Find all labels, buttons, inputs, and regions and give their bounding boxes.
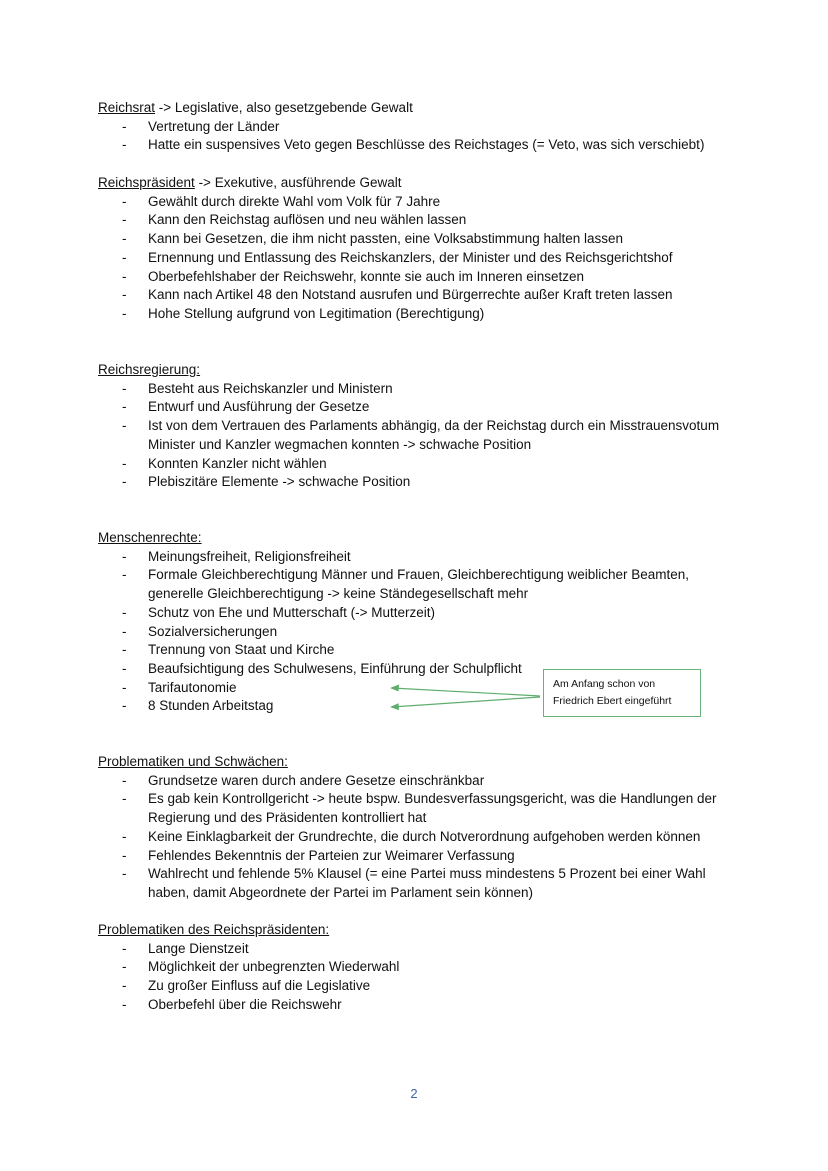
list-item-text: 8 Stunden Arbeitstag bbox=[148, 698, 274, 714]
bullet-dash: - bbox=[122, 828, 127, 844]
heading-title: Reichsregierung: bbox=[98, 362, 201, 377]
bullet-dash: - bbox=[122, 380, 127, 396]
heading-suffix: -> Legislative, also gesetzgebende Gewalt bbox=[155, 100, 413, 115]
bullet-dash: - bbox=[122, 679, 127, 695]
list-item-text: Kann nach Artikel 48 den Notstand ausrufen und Bürgerrechte außer Kraft treten lassen bbox=[148, 287, 673, 303]
list-item-text: Lange Dienstzeit bbox=[148, 940, 249, 956]
bullet-dash: - bbox=[122, 772, 127, 788]
list-item-text: Entwurf und Ausführung der Gesetze bbox=[148, 399, 370, 415]
list-item-text: Grundsetze waren durch andere Gesetze einschränkbar bbox=[148, 772, 485, 788]
list-item-text: Ist von dem Vertrauen des Parlaments abhängig, da der Reichstag durch ein Misstrauensvotum Minister und Kanzler wegmachen konnten -> schwache Position bbox=[148, 418, 720, 452]
list-item-text: Gewählt durch direkte Wahl vom Volk für 7 Jahre bbox=[148, 193, 441, 209]
bullet-dash: - bbox=[122, 287, 127, 303]
list-item-text: Keine Einklagbarkeit der Grundrechte, die durch Notverordnung aufgehoben werden können bbox=[148, 828, 701, 844]
heading-title: Reichsrat bbox=[98, 100, 156, 115]
list-item-text: Beaufsichtigung des Schulwesens, Einführung der Schulpflicht bbox=[148, 660, 522, 676]
list-item-text: Kann bei Gesetzen, die ihm nicht passten, eine Volksabstimmung halten lassen bbox=[148, 231, 624, 247]
list-item-text: Sozialversicherungen bbox=[148, 623, 278, 639]
arrowhead-arbeitstag bbox=[390, 703, 399, 710]
bullet-dash: - bbox=[122, 249, 127, 265]
list-item-text: Zu großer Einfluss auf die Legislative bbox=[148, 978, 371, 994]
bullet-dash: - bbox=[122, 996, 127, 1012]
bullet-dash: - bbox=[122, 698, 127, 714]
heading-title: Reichspräsident bbox=[98, 175, 195, 190]
bullet-dash: - bbox=[122, 474, 127, 490]
bullet-dash: - bbox=[122, 660, 127, 676]
list-item-text: Vertretung der Länder bbox=[148, 118, 280, 134]
callout-line: Friedrich Ebert eingeführt bbox=[553, 695, 672, 707]
bullet-dash: - bbox=[122, 604, 127, 620]
annotation-callout bbox=[543, 669, 701, 717]
list-item-text: Plebiszitäre Elemente -> schwache Position bbox=[148, 474, 411, 490]
list-item-text: Fehlendes Bekenntnis der Parteien zur Weimarer Verfassung bbox=[148, 847, 515, 863]
list-item-text: Möglichkeit der unbegrenzten Wiederwahl bbox=[148, 959, 400, 975]
page-number: 2 bbox=[410, 1086, 418, 1101]
list-item-text: Es gab kein Kontrollgericht -> heute bspw. Bundesverfassungsgericht, was die Handlungen der Regierung und des Präsidenten kontrolliert hat bbox=[148, 791, 717, 826]
bullet-dash: - bbox=[122, 847, 127, 863]
arrow-to-arbeitstag bbox=[392, 697, 540, 707]
arrowhead-tarifautonomie bbox=[390, 685, 399, 692]
bullet-dash: - bbox=[122, 548, 127, 564]
heading-title: Menschenrechte: bbox=[98, 530, 202, 545]
bullet-dash: - bbox=[122, 791, 127, 807]
bullet-dash: - bbox=[122, 268, 127, 284]
bullet-dash: - bbox=[122, 940, 127, 956]
bullet-dash: - bbox=[122, 305, 127, 321]
bullet-dash: - bbox=[122, 866, 127, 882]
list-item-text: Oberbefehlshaber der Reichswehr, konnte sie auch im Inneren einsetzen bbox=[148, 268, 585, 284]
list-item-text: Ernennung und Entlassung des Reichskanzlers, der Minister und des Reichsgerichtshof bbox=[148, 249, 673, 265]
callout-line: Am Anfang schon von bbox=[553, 678, 656, 690]
bullet-dash: - bbox=[122, 567, 127, 583]
list-item-text: Trennung von Staat und Kirche bbox=[148, 642, 335, 658]
list-item-text: Konnten Kanzler nicht wählen bbox=[148, 455, 327, 471]
arrow-to-tarifautonomie bbox=[392, 688, 540, 696]
heading-title: Problematiken des Reichspräsidenten: bbox=[98, 922, 330, 937]
bullet-dash: - bbox=[122, 193, 127, 209]
heading-title: Problematiken und Schwächen: bbox=[98, 754, 288, 769]
bullet-dash: - bbox=[122, 642, 127, 658]
list-item-text: Besteht aus Reichskanzler und Ministern bbox=[148, 380, 393, 396]
list-item-text: Oberbefehl über die Reichswehr bbox=[148, 996, 342, 1012]
bullet-dash: - bbox=[122, 231, 127, 247]
list-item-text: Kann den Reichstag auflösen und neu wählen lassen bbox=[148, 212, 467, 228]
list-item-text: Wahlrecht und fehlende 5% Klausel (= eine Partei muss mindestens 5 Prozent bei einer Wahl haben, damit Abgeordnete der Partei im Parlament sein können) bbox=[148, 866, 706, 900]
list-item-text: Hohe Stellung aufgrund von Legitimation (Berechtigung) bbox=[148, 305, 485, 321]
list-item-text: Formale Gleichberechtigung Männer und Frauen, Gleichberechtigung weiblicher Beamten, generelle Gleichberechtigung -> keine Ständegesellschaft mehr bbox=[148, 567, 690, 602]
bullet-dash: - bbox=[122, 455, 127, 471]
heading-suffix: -> Exekutive, ausführende Gewalt bbox=[194, 175, 402, 190]
bullet-dash: - bbox=[122, 978, 127, 994]
bullet-dash: - bbox=[122, 418, 127, 434]
bullet-dash: - bbox=[122, 137, 127, 153]
list-item-text: Meinungsfreiheit, Religionsfreiheit bbox=[148, 548, 351, 564]
list-item-text: Schutz von Ehe und Mutterschaft (-> Mutterzeit) bbox=[148, 604, 436, 620]
bullet-dash: - bbox=[122, 399, 127, 415]
list-item-text: Hatte ein suspensives Veto gegen Beschlüsse des Reichstages (= Veto, was sich verschiebt) bbox=[148, 137, 705, 153]
list-item-text: Tarifautonomie bbox=[148, 679, 237, 695]
bullet-dash: - bbox=[122, 623, 127, 639]
bullet-dash: - bbox=[122, 118, 127, 134]
bullet-dash: - bbox=[122, 959, 127, 975]
bullet-dash: - bbox=[122, 212, 127, 228]
